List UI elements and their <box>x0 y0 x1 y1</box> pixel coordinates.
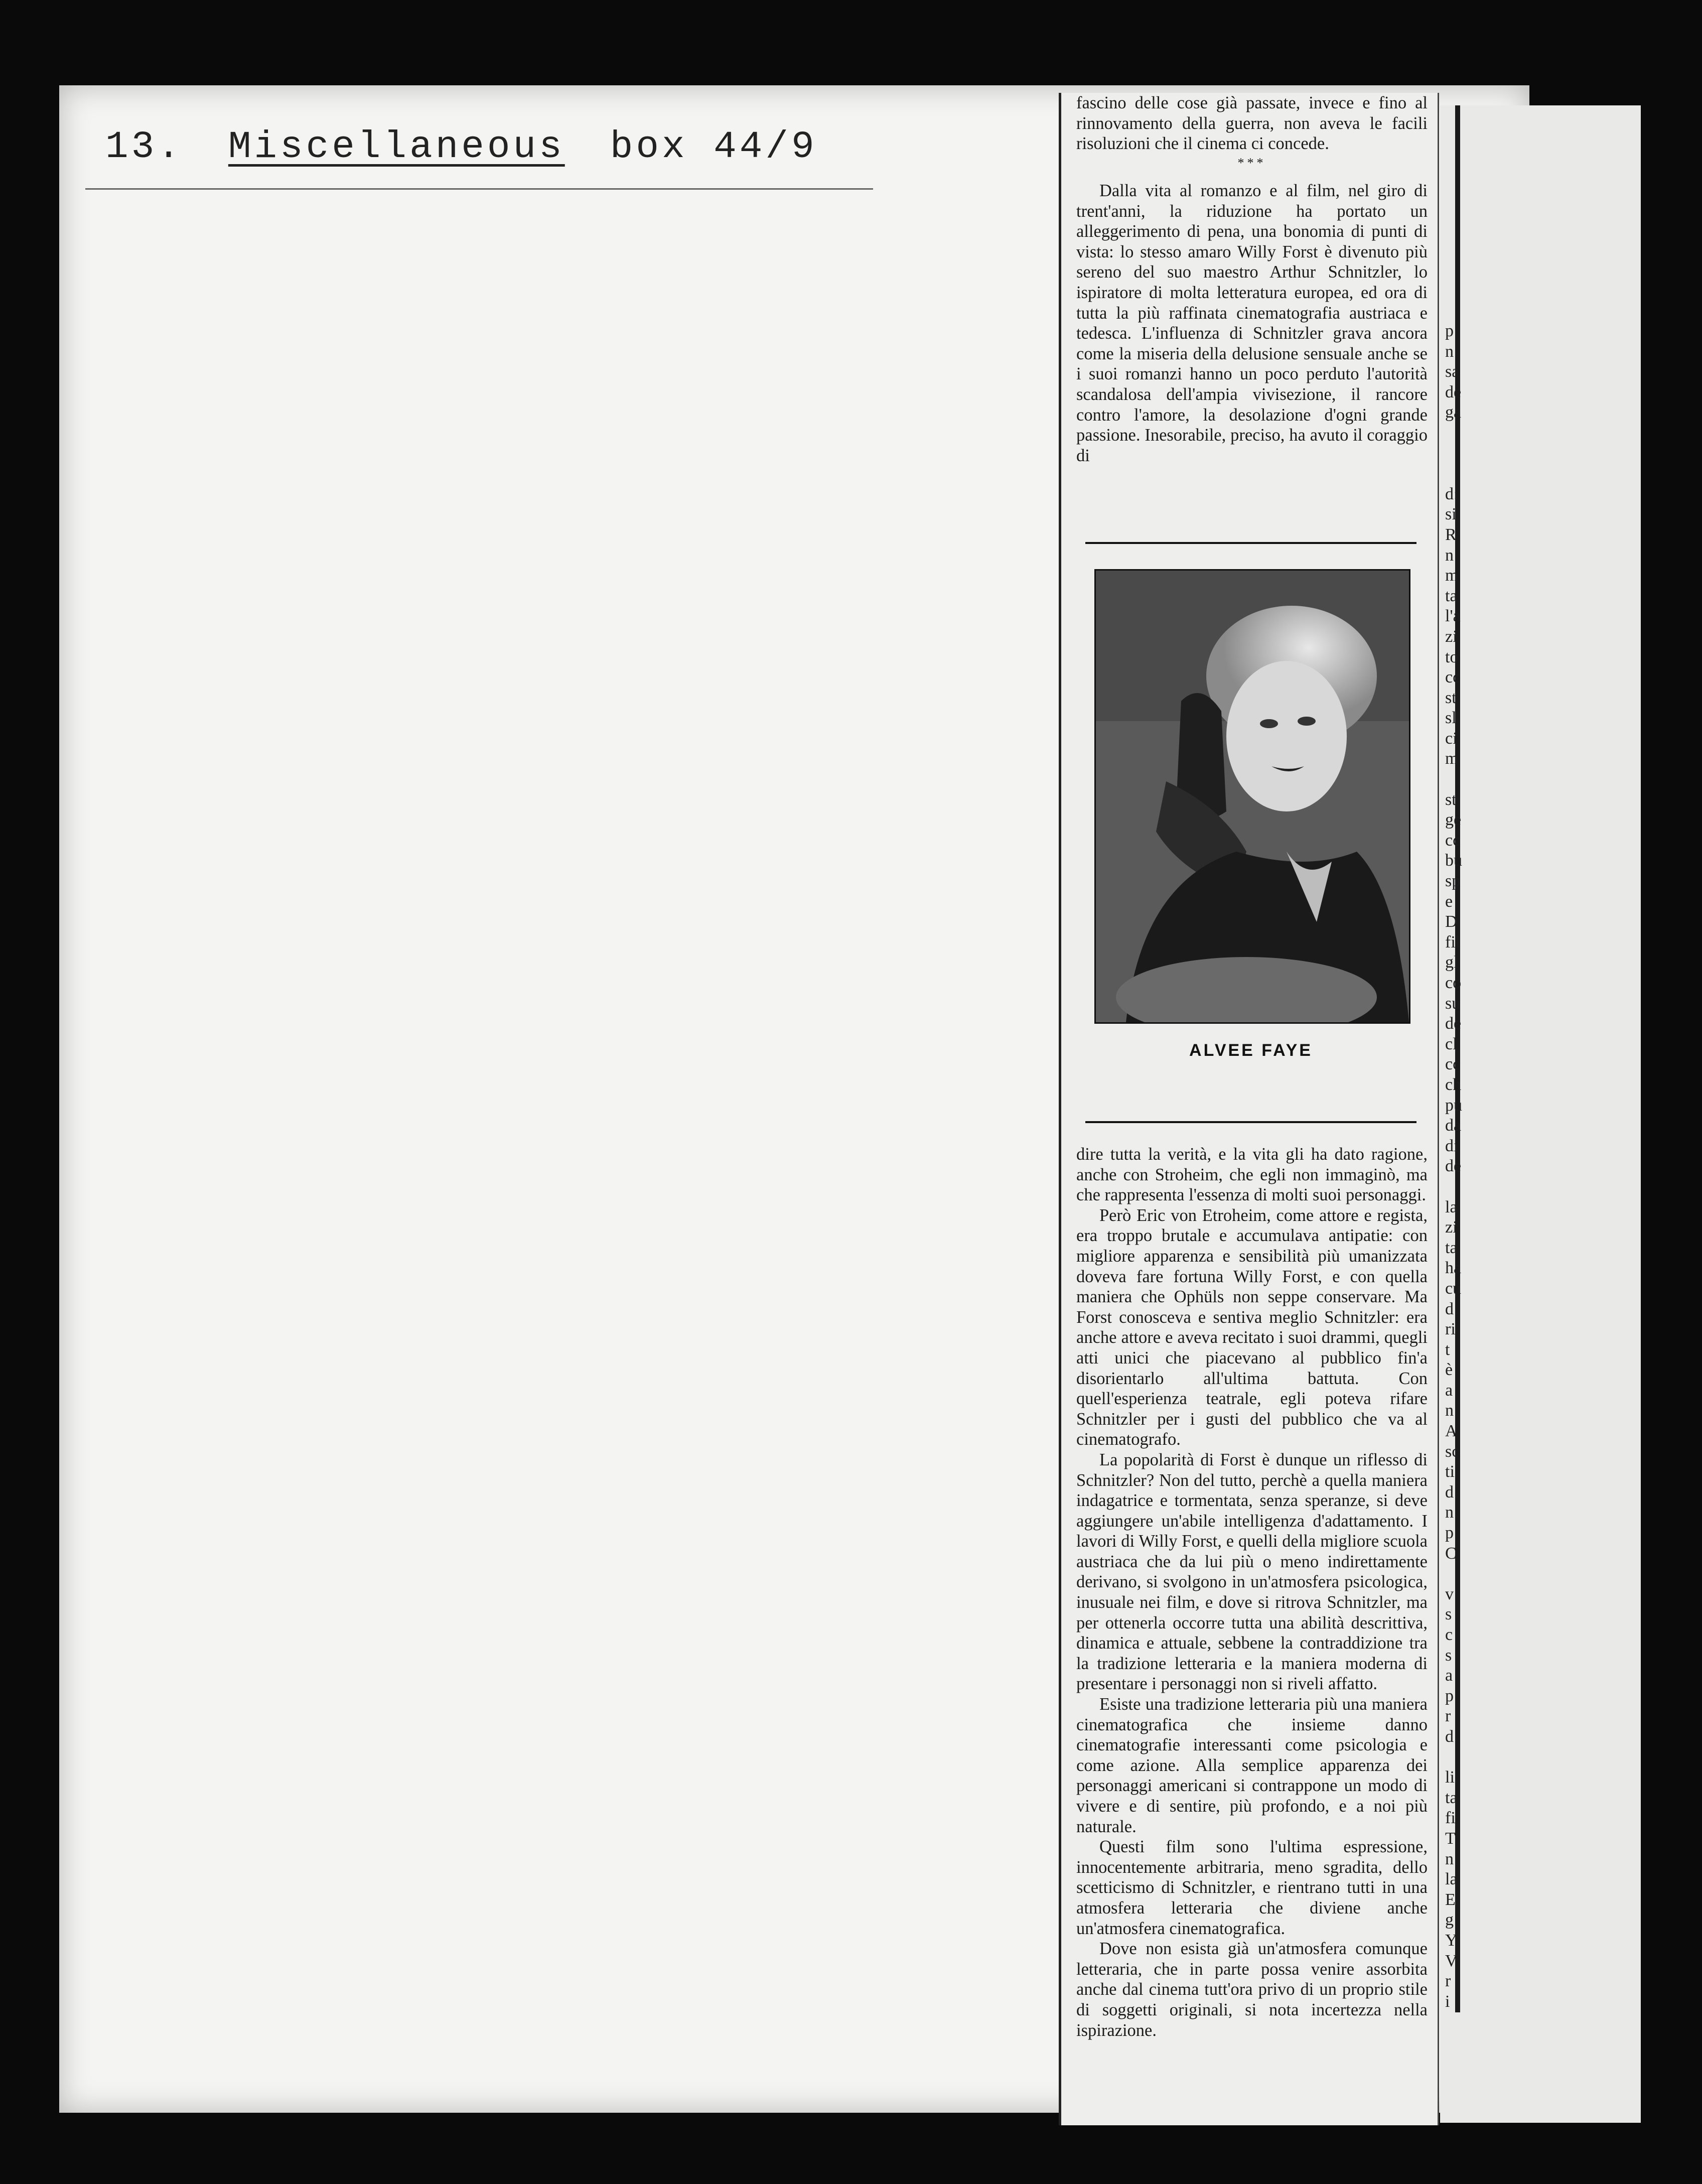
edge-fragment: ge <box>1445 810 1462 830</box>
edge-fragment: R <box>1445 525 1457 544</box>
edge-fragment <box>1445 1177 1490 1197</box>
edge-fragment: n <box>1445 545 1454 565</box>
item-number: 13. <box>105 125 183 169</box>
portrait-image <box>1096 571 1409 1022</box>
edge-fragment: a <box>1445 1381 1453 1400</box>
edge-fragment: fi <box>1445 1809 1456 1828</box>
edge-fragment: cu <box>1445 1279 1462 1298</box>
edge-fragment: n <box>1445 1401 1454 1420</box>
edge-fragment: ri <box>1445 1320 1456 1339</box>
edge-fragment: cc <box>1445 668 1461 687</box>
edge-fragment <box>1445 769 1490 790</box>
edge-fragment: zi <box>1445 1218 1458 1237</box>
edge-fragment: ta <box>1445 586 1458 605</box>
paragraph: Questi film sono l'ultima espressione, innocentemente arbitraria, meno sgradita, dello scetticismo di Schnitzler, e rientrano tutti in una atmosfera letteraria che diviene anche un'atmosfera cinematografica. <box>1076 1837 1428 1938</box>
edge-fragment: cl <box>1445 1034 1458 1053</box>
edge-fragment <box>1445 464 1490 484</box>
edge-fragment: sp <box>1445 872 1461 891</box>
edge-fragment: T <box>1445 1829 1456 1848</box>
edge-fragment <box>1445 1747 1490 1768</box>
edge-fragment: n <box>1445 342 1454 361</box>
edge-fragment: e <box>1445 892 1453 911</box>
article-column-middle <box>1076 181 1428 592</box>
edge-fragment: ci <box>1445 729 1458 748</box>
edge-fragment: fil <box>1445 932 1461 951</box>
edge-fragment: D <box>1445 912 1458 931</box>
edge-fragment: p <box>1445 1686 1454 1705</box>
edge-fragment: V <box>1445 1951 1458 1970</box>
edge-fragment: d <box>1445 1727 1454 1746</box>
edge-fragment: v <box>1445 1584 1454 1603</box>
edge-fragment: da <box>1445 1116 1462 1135</box>
edge-fragment: d: <box>1445 484 1459 503</box>
paragraph: fascino delle cose già passate, invece e fino al rinnovamento della guerra, non aveva le facili risoluzioni che il cinema ci concede. <box>1076 93 1428 154</box>
paragraph: Dove non esista già un'atmosfera comunque letteraria, che in parte possa venire assorbita anche dal cinema tutt'ora privo di un proprio stile di soggetti originali, si nota incertezza nella ispirazione. <box>1076 1939 1428 2040</box>
edge-fragment: a <box>1445 1666 1453 1685</box>
edge-fragment: è <box>1445 1360 1453 1380</box>
edge-fragment: ga <box>1445 403 1462 422</box>
edge-fragment: Y <box>1445 1931 1458 1950</box>
paragraph: La popolarità di Forst è dunque un riflesso di Schnitzler? Non del tutto, perchè a quella maniera indagatrice e tormentata, senza speranze, si deve aggiungere un'abile intelligenza d'adattamento. I lavori di Willy Forst, e quelli della migliore scuola austriaca che da lui più o meno indirettamente derivano, si svolgono in un'atmosfera psicologica, inusuale nei film, e dove si ritrova Schnitzler, ma per ottenerla occorre tutta una abilità descrittiva, dinamica e attuale, sebbene la contraddizione tra la tradizione letteraria e la maniera moderna di presentare i personaggi non si riveli affatto. <box>1076 1450 1428 1694</box>
section-separator: *** <box>1237 155 1266 170</box>
edge-fragment: co <box>1445 974 1462 992</box>
edge-fragment: c <box>1445 1625 1453 1644</box>
edge-fragment: gl <box>1445 953 1459 972</box>
edge-fragment: p <box>1445 322 1454 340</box>
edge-fragment: E <box>1445 1890 1456 1909</box>
edge-fragment: sc <box>1445 1442 1460 1461</box>
edge-fragment: zi <box>1445 627 1458 646</box>
paragraph: Dalla vita al romanzo e al film, nel giro di trent'anni, la riduzione ha portato un alleggerimento di pena, una bonomia di punti di vista: lo stesso amaro Willy Forst è divenuto più sereno del suo maestro Arthur Schnitzler, lo ispiratore di molta letteratura europea, ed ora di tutta la più raffinata cinematografia austriaca e tedesca. L'influenza di Schnitzler grava ancora come la miseria della delusione sensuale anche se i suoi romanzi hanno un poco perduto l'autorità scandalosa dell'ampia vivisezione, il rancore contro l'amore, la desolazione d'ogni grande passione. Inesorabile, preciso, ha avuto il coraggio di <box>1076 181 1428 465</box>
edge-fragment: st <box>1445 790 1457 809</box>
edge-fragment: l'a <box>1445 607 1461 626</box>
edge-fragment: ch <box>1445 1075 1462 1094</box>
edge-fragment: de <box>1445 1014 1462 1033</box>
edge-fragment: to <box>1445 647 1459 666</box>
paragraph: Però Eric von Etroheim, come attore e regista, era troppo brutale e accumulava antipatie: con migliore apparenza e sensibilità più umanizzata doveva fare fortuna Willy Forst, e con quella maniera che Ophüls non seppe conservare. Ma Forst conosceva e sentiva meglio Schnitzler: era anche attore e aveva recitato i suoi drammi, quegli atti unici che piacevano al pubblico fin'a disorientarlo all'ultima battuta. Con quell'esperienza teatrale, egli poteva rifare Schnitzler per i gusti del pubblico che va al cinematografo. <box>1076 1205 1428 1449</box>
edge-fragment: sa <box>1445 362 1460 381</box>
edge-fragment: la <box>1445 1870 1458 1889</box>
edge-fragment: s <box>1445 1646 1452 1665</box>
edge-fragment: ta <box>1445 1238 1458 1257</box>
edge-fragment: cc <box>1445 1055 1461 1074</box>
portrait-photo <box>1094 569 1410 1024</box>
edge-fragment: A <box>1445 1422 1458 1441</box>
edge-fragment: r <box>1445 1972 1451 1991</box>
edge-fragment: cc <box>1445 831 1461 850</box>
edge-fragment: d <box>1445 1482 1454 1502</box>
header-rule <box>85 188 873 190</box>
edge-fragment: ha <box>1445 1259 1462 1278</box>
edge-fragment: d <box>1445 1299 1454 1318</box>
edge-fragment: si <box>1445 505 1457 524</box>
edge-fragment: p <box>1445 1524 1454 1543</box>
edge-fragment: la <box>1445 1197 1458 1216</box>
edge-fragment: C <box>1445 1544 1457 1563</box>
edge-fragment: m <box>1445 749 1459 768</box>
edge-fragment: ta <box>1445 1788 1458 1807</box>
edge-fragment: g <box>1445 1910 1454 1930</box>
category-title: Miscellaneous <box>228 125 565 169</box>
edge-fragment: t <box>1445 1340 1450 1359</box>
newspaper-clipping <box>1059 93 1439 2125</box>
edge-fragment: r <box>1445 1707 1451 1726</box>
edge-fragment: pu <box>1445 1096 1462 1115</box>
edge-fragment: ti <box>1445 1462 1455 1481</box>
edge-fragment: n <box>1445 1503 1454 1522</box>
edge-fragment: i <box>1445 1992 1450 2011</box>
edge-fragment: de <box>1445 382 1462 401</box>
edge-fragment <box>1445 423 1490 444</box>
edge-fragment <box>1445 1564 1490 1584</box>
paragraph: Esiste una tradizione letteraria più una maniera cinematografica che insieme danno cinematografie interessanti come psicologia e come azione. Alla semplice apparenza dei personaggi americani si contrappone un modo di vivere e di sentire, più profondo, e a noi più naturale. <box>1076 1695 1428 1836</box>
edge-fragment: de <box>1445 1157 1462 1176</box>
adjacent-column-fragments <box>1445 321 1490 2048</box>
article-column-lower <box>1076 1144 1428 2108</box>
edge-fragment: sl <box>1445 709 1457 728</box>
article-column-top <box>1076 93 1428 172</box>
edge-fragment: m <box>1445 566 1459 585</box>
box-reference: box 44/9 <box>610 125 817 169</box>
photo-caption: ALVEE FAYE <box>1189 1041 1313 1060</box>
edge-fragment: st <box>1445 688 1457 707</box>
photo-box <box>1085 542 1416 1123</box>
edge-fragment: li <box>1445 1768 1455 1787</box>
edge-fragment <box>1445 444 1490 464</box>
edge-fragment: bu <box>1445 851 1462 870</box>
archive-label <box>105 125 863 169</box>
edge-fragment: s <box>1445 1605 1452 1624</box>
paragraph: dire tutta la verità, e la vita gli ha dato ragione, anche con Stroheim, che egli non immaginò, ma che rappresenta l'essenza di molti suoi personaggi. <box>1076 1145 1428 1205</box>
edge-fragment: su <box>1445 994 1461 1013</box>
edge-fragment: di <box>1445 1136 1459 1155</box>
edge-fragment: n <box>1445 1849 1454 1868</box>
